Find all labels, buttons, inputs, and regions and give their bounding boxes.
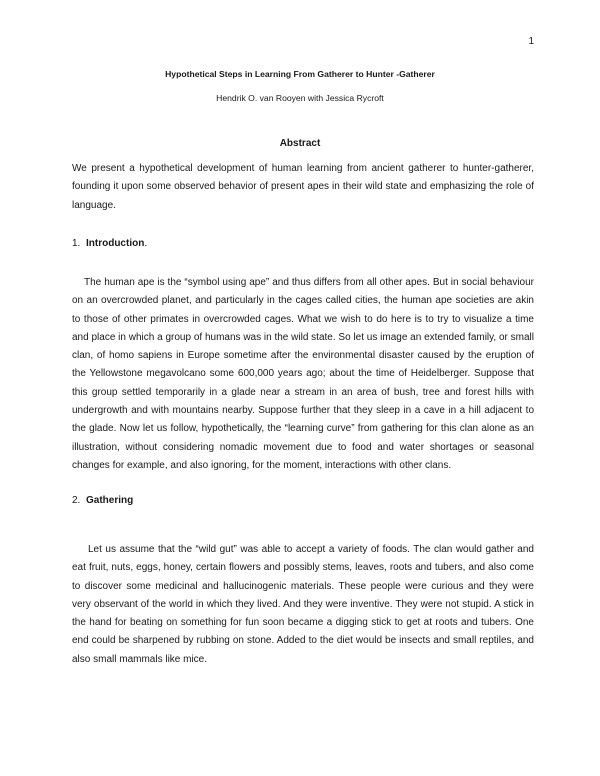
abstract-heading: Abstract: [279, 138, 321, 149]
paper-authors: Hendrik O. van Rooyen with Jessica Rycroft: [216, 93, 384, 103]
section-number: 1.: [72, 238, 81, 249]
introduction-paragraph: The human ape is the “symbol using ape” and thus differs from all other apes. But in social behaviour on an overcrowded planet, and particularly in the cages called cities, the human ape societies are akin to those of other primates in overcrowded cages. What we wish to do here is to try to visualize a time and place in which a group of humans was in the wild state. So let us image an extended family, or small clan, of homo sapiens in Europe sometime after the environmental disaster caused by the eruption of the Yellowstone megavolcano some 600,000 years ago; about the time of Heidelberger. Suppose that this group settled temporarily in a glade near a stream in an area of bush, tree and forest hills with undergrowth and with mountains nearby. Suppose further that they sleep in a cave in a hill adjacent to the glade. Now let us follow, hypothetically, the “learning curve” from gathering for this clan alone as an illustration, without considering nomadic movement due to food and water shortages or seasonal changes for example, and also ignoring, for the moment, interactions with other clans.: [72, 277, 534, 471]
section-number: 2.: [72, 495, 81, 506]
page-number: 1: [528, 36, 534, 47]
section-title: Introduction: [86, 238, 145, 249]
gathering-paragraph: Let us assume that the “wild gut” was able to accept a variety of foods. The clan would gather and eat fruit, nuts, eggs, honey, certain flowers and possibly stems, leaves, roots and tubers, and also come to discover some medicinal and hallucinogenic materials. These people were curious and they were very observant of the world in which they lived. And they were inventive. They were not stupid. A stick in the hand for beating on something for fun soon became a digging stick to get at roots and tubers. One end could be sharpened by rubbing on stone. Added to the diet would be insects and small reptiles, and also small mammals like mice.: [72, 544, 534, 665]
section-title: Gathering: [86, 495, 134, 506]
abstract-text: We present a hypothetical development of human learning from ancient gatherer to hunter-gatherer, founding it upon some observed behavior of present apes in their wild state and emphasizing the role of language.: [72, 163, 534, 211]
paper-title: Hypothetical Steps in Learning From Gatherer to Hunter -Gatherer: [165, 69, 435, 79]
section-heading-gathering: [72, 495, 133, 506]
section-heading-introduction: [72, 238, 147, 249]
section-title-suffix: .: [144, 238, 148, 249]
